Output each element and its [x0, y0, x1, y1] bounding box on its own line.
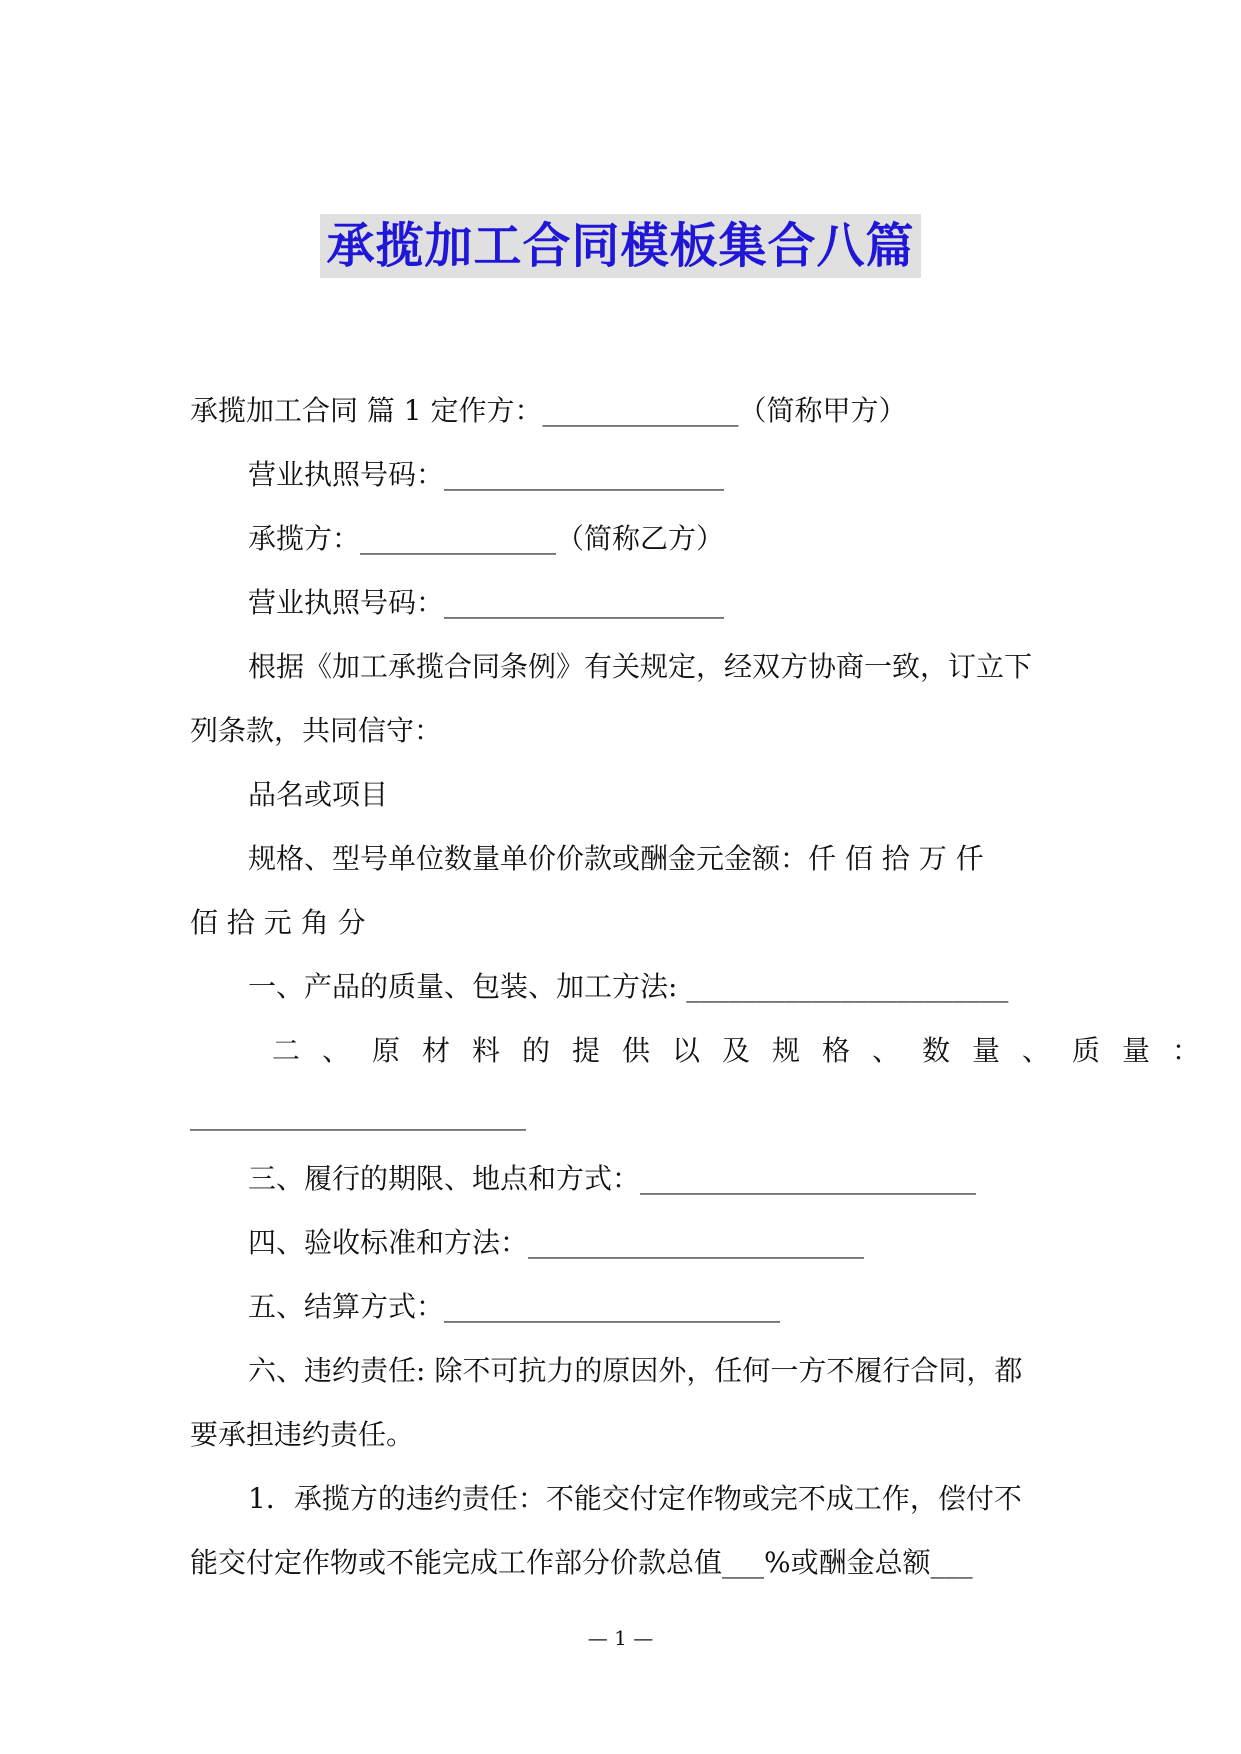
spec-line-2: 佰 拾 元 角 分 [190, 906, 366, 939]
page-number: — 1 — [587, 1626, 654, 1650]
title-container [0, 214, 1241, 278]
party-b-line: 承揽方：______________（简称乙方） [248, 522, 725, 555]
clause-2-blank-line: ________________________ [190, 1098, 526, 1131]
clause-1-line: 一、产品的质量、包装、加工方法: _______________________ [248, 970, 1009, 1003]
clause-2-line: 二、原材料的提供以及规格、数量、质量： [272, 1034, 1223, 1067]
clause-6-line-1: 六、违约责任: 除不可抗力的原因外，任何一方不履行合同，都 [248, 1354, 1023, 1387]
clause-4-line: 四、验收标准和方法：________________________ [248, 1226, 865, 1259]
clause-3-line: 三、履行的期限、地点和方式：________________________ [248, 1162, 977, 1195]
party-b-license-line: 营业执照号码：____________________ [248, 586, 725, 619]
spec-line-1: 规格、型号单位数量单价价款或酬金元金额：仟 佰 拾 万 仟 [248, 842, 984, 875]
preamble-line-2: 列条款，共同信守： [190, 714, 443, 747]
clause-6-line-2: 要承担违约责任。 [190, 1418, 415, 1451]
preamble-line-1: 根据《加工承揽合同条例》有关规定，经双方协商一致，订立下 [248, 650, 1033, 683]
item-name-line: 品名或项目 [248, 778, 389, 811]
document-title: 承揽加工合同模板集合八篇 [320, 214, 920, 278]
clause-6-1-line-2: 能交付定作物或不能完成工作部分价款总值___%或酬金总额___ [190, 1546, 973, 1579]
party-a-license-line: 营业执照号码：____________________ [248, 458, 725, 491]
party-a-line: 承揽加工合同 篇 1 定作方：______________（简称甲方） [190, 394, 907, 427]
clause-6-1-line-1: 1．承揽方的违约责任：不能交付定作物或完不成工作，偿付不 [248, 1482, 1022, 1515]
clause-5-line: 五、结算方式：________________________ [248, 1290, 781, 1323]
